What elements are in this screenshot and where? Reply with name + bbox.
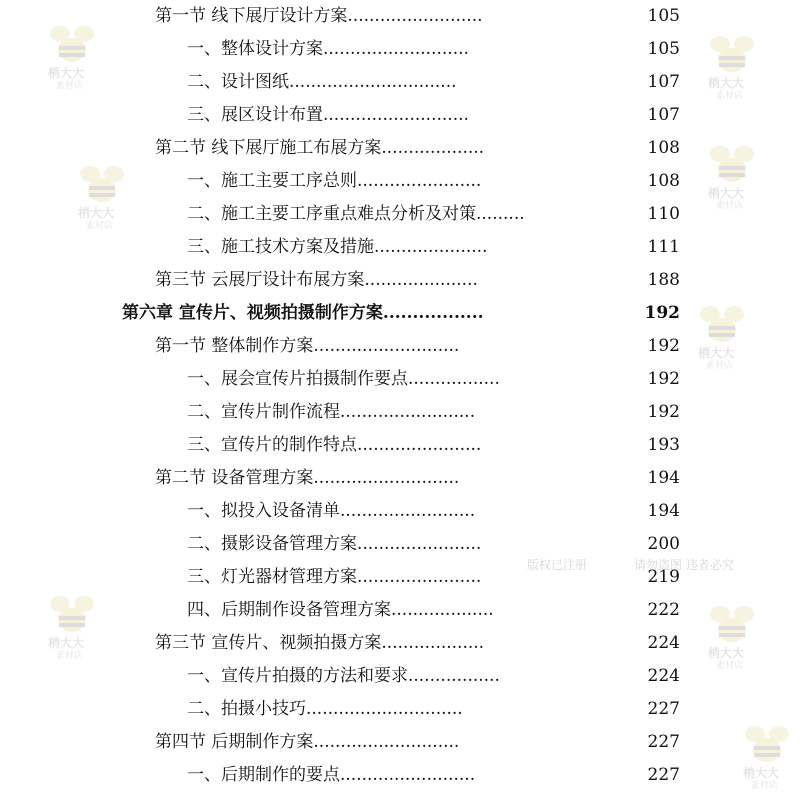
toc-page-number: 222	[647, 600, 680, 620]
toc-entry-label: 四、后期制作设备管理方案...................	[187, 600, 494, 620]
toc-page-number: 227	[647, 699, 680, 719]
toc-page-number: 188	[647, 270, 680, 290]
toc-item-row	[0, 594, 800, 627]
toc-entry-label: 三、展区设计布置...........................	[187, 105, 469, 125]
toc-item-row	[0, 429, 800, 462]
toc-page-number: 105	[647, 39, 680, 59]
watermark-notice: 请勿盗图 违者必究	[634, 558, 734, 572]
toc-entry-label: 三、灯光器材管理方案.......................	[187, 567, 482, 587]
toc-section-row	[0, 726, 800, 759]
toc-page-number: 110	[647, 204, 680, 224]
toc-entry-label: 第四节 后期制作方案...........................	[155, 732, 460, 752]
toc-section-row	[0, 132, 800, 165]
toc-entry-label: 第六章 宣传片、视频拍摄制作方案.................	[122, 303, 484, 323]
toc-page-number: 105	[647, 6, 680, 26]
toc-entry-label: 第一节 线下展厅设计方案.........................	[155, 6, 483, 26]
toc-page-number: 194	[647, 468, 680, 488]
toc-page-number: 219	[647, 567, 680, 587]
toc-page-number: 108	[647, 171, 680, 191]
toc-page-number: 224	[647, 633, 680, 653]
watermark-sub: 素材店	[56, 81, 84, 91]
watermark-sub: 素材店	[86, 221, 114, 231]
toc-chapter-row	[0, 297, 800, 330]
toc-entry-label: 第三节 云展厅设计布展方案.....................	[155, 270, 478, 290]
toc-section-row	[0, 627, 800, 660]
toc-item-row	[0, 693, 800, 726]
toc-page-number: 193	[647, 435, 680, 455]
toc-entry-label: 二、拍摄小技巧.............................	[187, 699, 463, 719]
watermark-notice: 版权已注册	[527, 558, 588, 572]
toc-page-number: 192	[647, 336, 680, 356]
toc-entry-label: 一、宣传片拍摄的方法和要求.................	[187, 666, 500, 686]
toc-item-row	[0, 363, 800, 396]
toc-item-row	[0, 165, 800, 198]
toc-entry-label: 二、宣传片制作流程.........................	[187, 402, 476, 422]
toc-page-number: 107	[647, 105, 680, 125]
watermark-brand: 梢大大	[743, 766, 780, 780]
toc-entry-label: 三、宣传片的制作特点.......................	[187, 435, 482, 455]
watermark-brand: 梢大大	[78, 206, 115, 220]
watermark-sub: 素材店	[716, 201, 744, 211]
toc-page-number: 227	[647, 765, 680, 785]
toc-page-number: 108	[647, 138, 680, 158]
toc-entry-label: 二、设计图纸...............................	[187, 72, 457, 92]
watermark-sub: 素材店	[716, 91, 744, 101]
toc-entry-label: 一、展会宣传片拍摄制作要点.................	[187, 369, 500, 389]
watermark-brand: 梢大大	[708, 76, 745, 90]
toc-item-row	[0, 99, 800, 132]
toc-item-row	[0, 495, 800, 528]
toc-entry-label: 一、拟投入设备清单.........................	[187, 501, 476, 521]
toc-page-number: 111	[647, 237, 680, 257]
toc-section-row	[0, 264, 800, 297]
toc-item-row	[0, 396, 800, 429]
watermark-sub: 素材店	[751, 781, 779, 791]
toc-entry-label: 第一节 整体制作方案...........................	[155, 336, 460, 356]
toc-item-row	[0, 660, 800, 693]
toc-item-row	[0, 528, 800, 561]
toc-page-number: 192	[647, 402, 680, 422]
toc-item-row	[0, 231, 800, 264]
toc-entry-label: 一、整体设计方案...........................	[187, 39, 469, 59]
watermark-brand: 梢大大	[48, 636, 85, 650]
toc-page-number: 192	[644, 303, 680, 323]
toc-item-row	[0, 561, 800, 594]
toc-page-number: 227	[647, 732, 680, 752]
toc-item-row	[0, 198, 800, 231]
toc-page-number: 224	[647, 666, 680, 686]
toc-page-number: 200	[647, 534, 680, 554]
watermark-sub: 素材店	[56, 651, 84, 661]
watermark-sub: 素材店	[716, 661, 744, 671]
toc-entry-label: 第二节 设备管理方案...........................	[155, 468, 460, 488]
toc-page-number: 107	[647, 72, 680, 92]
watermark-brand: 梢大大	[708, 186, 745, 200]
watermark-brand: 梢大大	[48, 66, 85, 80]
watermark-brand: 梢大大	[708, 646, 745, 660]
toc-page-number: 192	[647, 369, 680, 389]
toc-section-row	[0, 330, 800, 363]
watermark-brand: 梢大大	[698, 346, 735, 360]
toc-section-row	[0, 462, 800, 495]
toc-entry-label: 二、施工主要工序重点难点分析及对策.........	[187, 204, 525, 224]
toc-entry-label: 第二节 线下展厅施工布展方案...................	[155, 138, 485, 158]
toc-item-row	[0, 66, 800, 99]
toc-section-row	[0, 0, 800, 33]
toc-item-row	[0, 759, 800, 792]
toc-entry-label: 一、施工主要工序总则.......................	[187, 171, 482, 191]
toc-item-row	[0, 33, 800, 66]
toc-page-number: 194	[647, 501, 680, 521]
toc-entry-label: 二、摄影设备管理方案.......................	[187, 534, 482, 554]
watermark-sub: 素材店	[706, 361, 734, 371]
toc-entry-label: 三、施工技术方案及措施.....................	[187, 237, 488, 257]
toc-entry-label: 一、后期制作的要点.........................	[187, 765, 476, 785]
toc-entry-label: 第三节 宣传片、视频拍摄方案...................	[155, 633, 485, 653]
